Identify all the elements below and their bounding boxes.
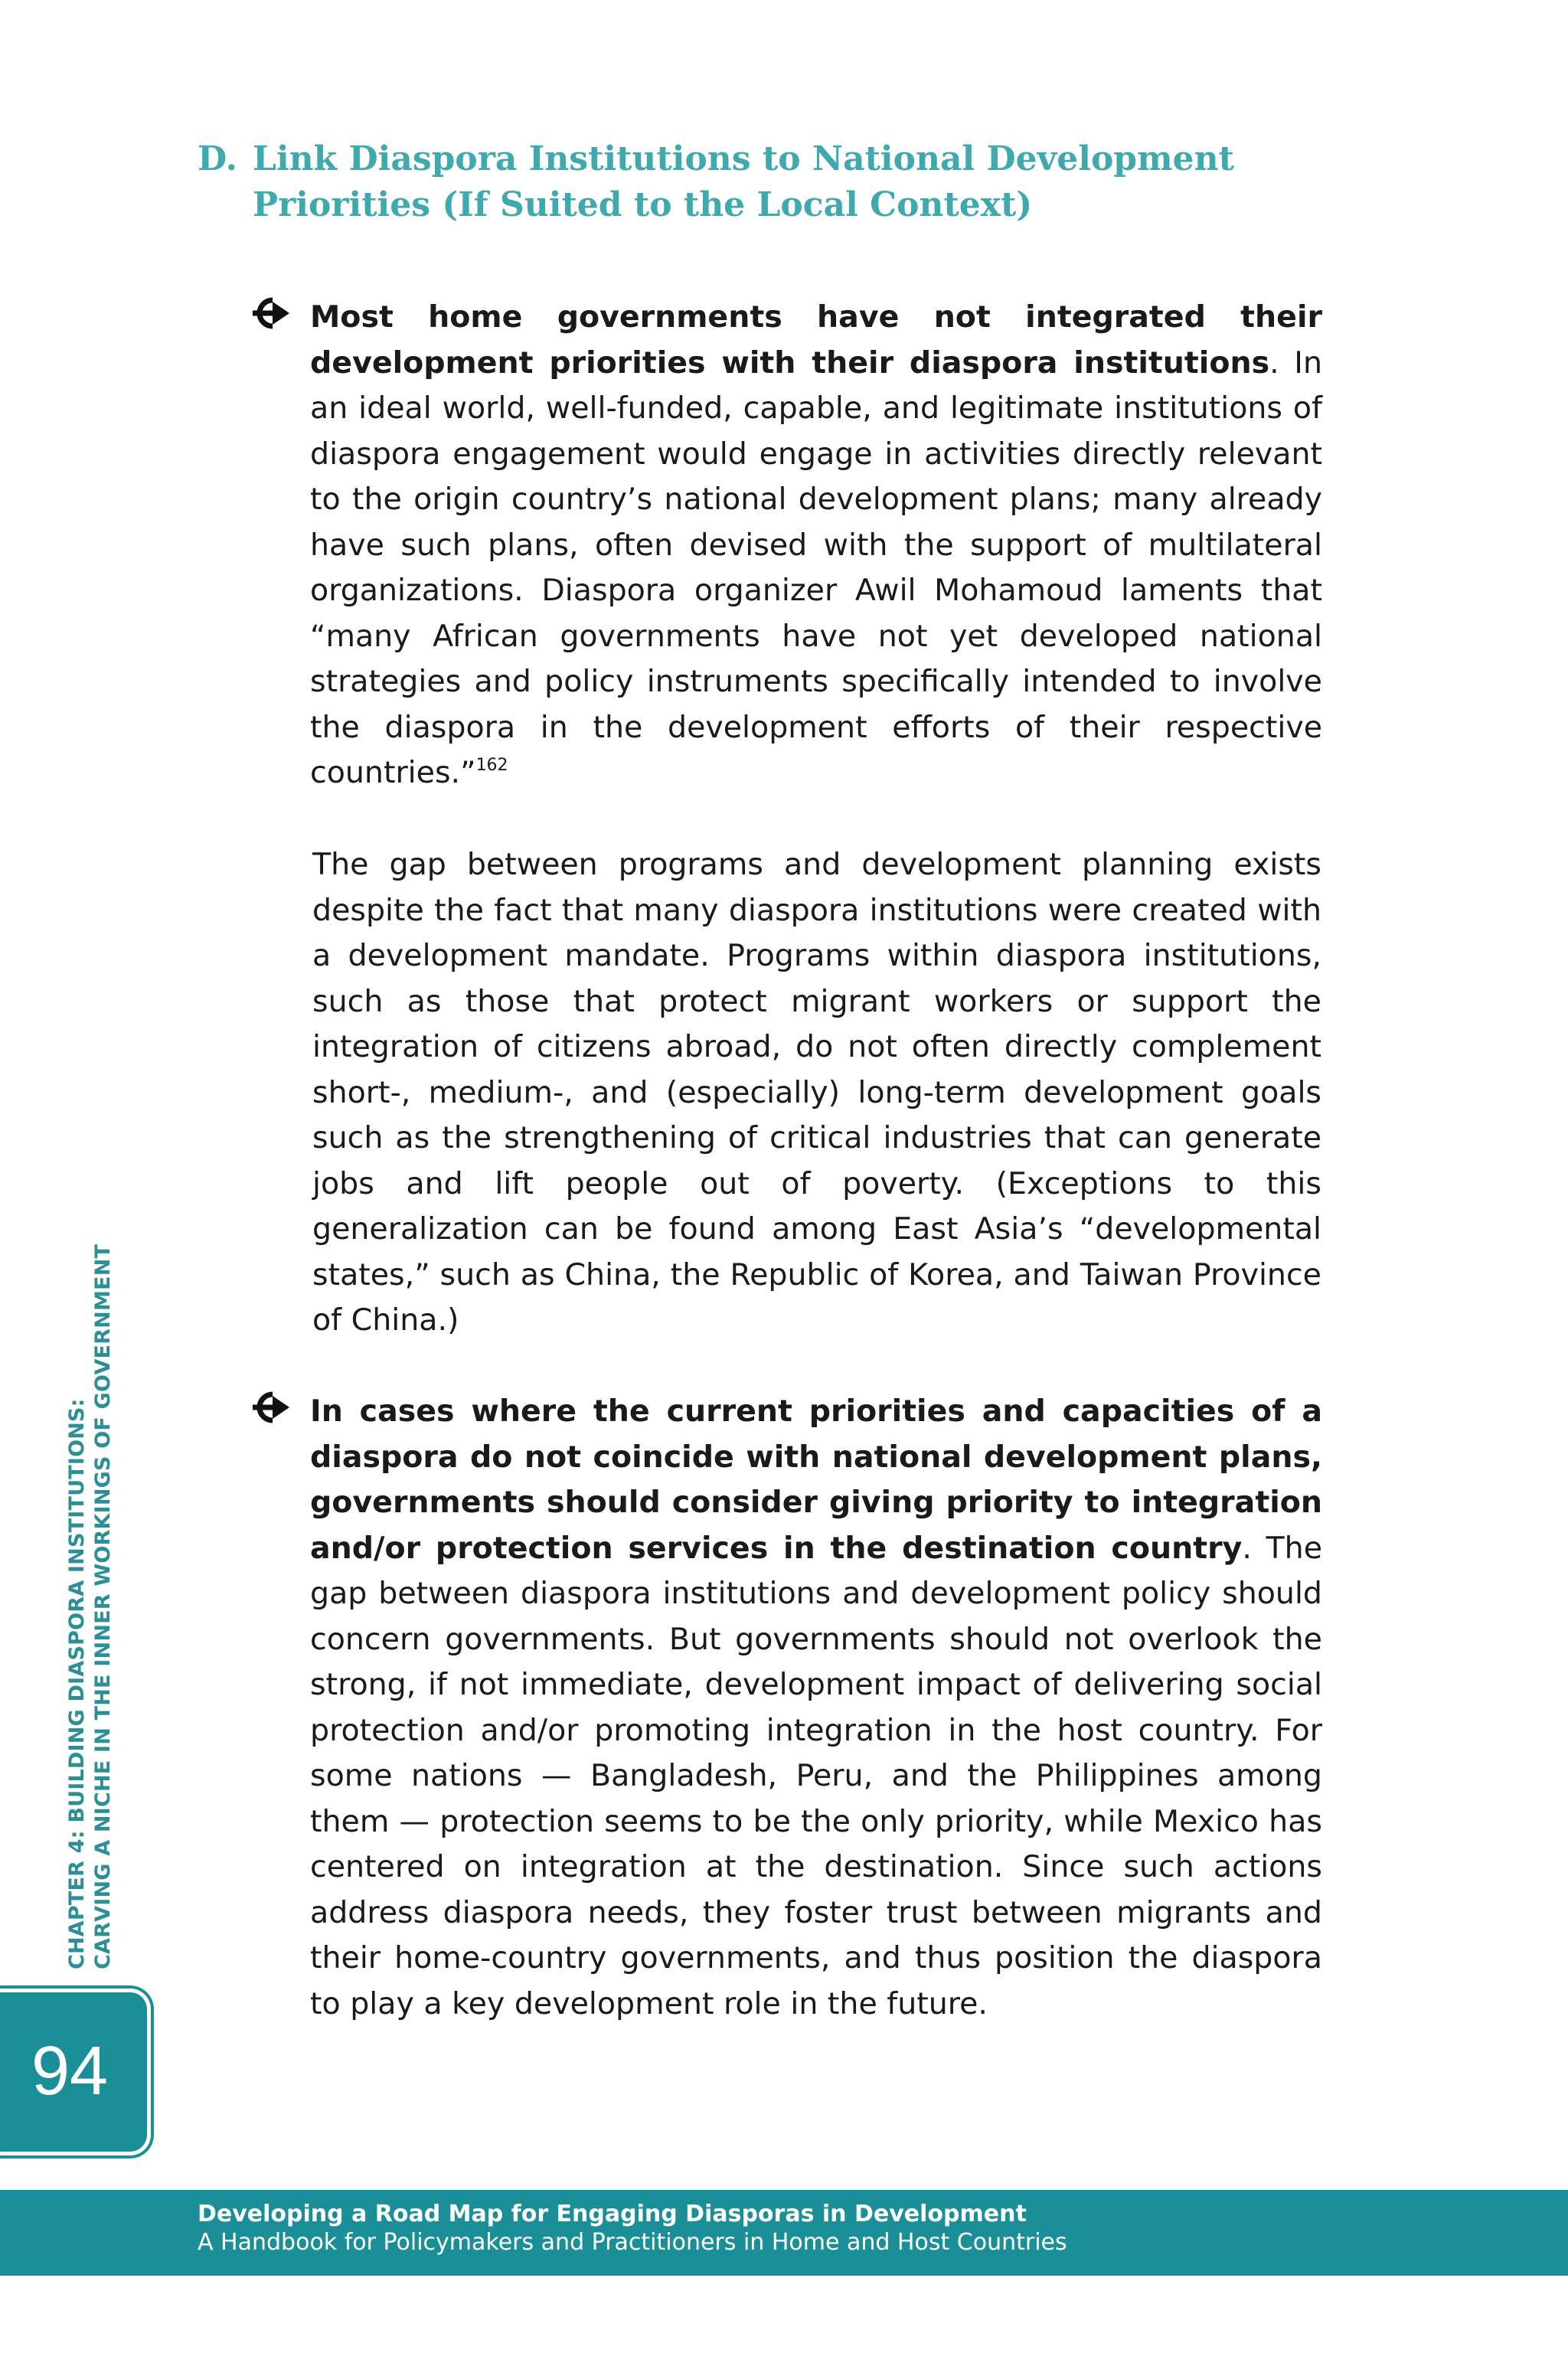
page-number: 94 [31,2033,109,2110]
chapter-side-label [64,1244,116,1969]
chapter-label-line1: CHAPTER 4: BUILDING DIASPORA INSTITUTIONS: [65,1398,89,1969]
arrow-bullet-icon [250,1390,292,1425]
footnote-ref: 162 [475,756,508,775]
bullet-paragraph-2 [310,1389,1322,2027]
bullet-paragraph-1 [310,295,1322,796]
section-title-line1: Link Diaspora Institutions to National Development [253,139,1234,178]
footer-title: Developing a Road Map for Engaging Diasporas in Development [198,2201,1027,2227]
chapter-label-line2: CARVING A NICHE IN THE INNER WORKINGS OF GOVERNMENT [91,1243,115,1969]
bullet-2-lead: In cases where the current priorities and capacities of a diaspora do not coincide with national development plans, governments should consider giving priority to integration and/or protection services in the destination country [310,1394,1322,1566]
arrow-bullet-icon [250,296,292,331]
section-title-line2: Priorities (If Suited to the Local Context) [253,185,1033,224]
footer-subtitle: A Handbook for Policymakers and Practitioners in Home and Host Countries [198,2229,1067,2256]
bullet-2-text: . The gap between diaspora institutions and development policy should concern governments. But governments should not overlook the strong, if not immediate, development impact of delivering social protection and/or promoting integration in the host country. For some nations — Bangladesh, Peru, and the Philippines among them — protection seems to be the only priority, while Mexico has centered on integration at the destination. Since such actions address diaspora needs, they foster trust between migrants and their home-country governments, and thus position the diaspora to play a key development role in the future. [310,1530,1323,2021]
bullet-1-text: . In an ideal world, well-funded, capable, and legitimate institutions of diaspora engagement would engage in activities directly relevant to the origin country’s national development plans; many already have such plans, often devised with the support of multilateral organizations. Diaspora organizer Awil Mohamoud laments that “many African governments have not yet developed national strategies and policy instruments specifically intended to involve the diaspora in the development efforts of their respective countries.” [310,345,1322,790]
bullet-1-lead: Most home governments have not integrated their development priorities with their diaspora institutions [310,299,1322,381]
section-letter: D. [198,139,237,178]
section-heading-line1 [198,136,1331,182]
section-heading [198,136,1331,228]
paragraph-2: The gap between programs and development planning exists despite the fact that many diaspora institutions were created with a development mandate. Programs within diaspora institutions, such as those that protect migrant workers or support the integration of citizens abroad, do not often directly complement short-, medium-, and (especially) long-term development goals such as the strengthening of critical industries that can generate jobs and lift people out of poverty. (Exceptions to this generalization can be found among East Asia’s “developmental states,” such as China, the Republic of Korea, and Taiwan Province of China.) [312,847,1321,1338]
